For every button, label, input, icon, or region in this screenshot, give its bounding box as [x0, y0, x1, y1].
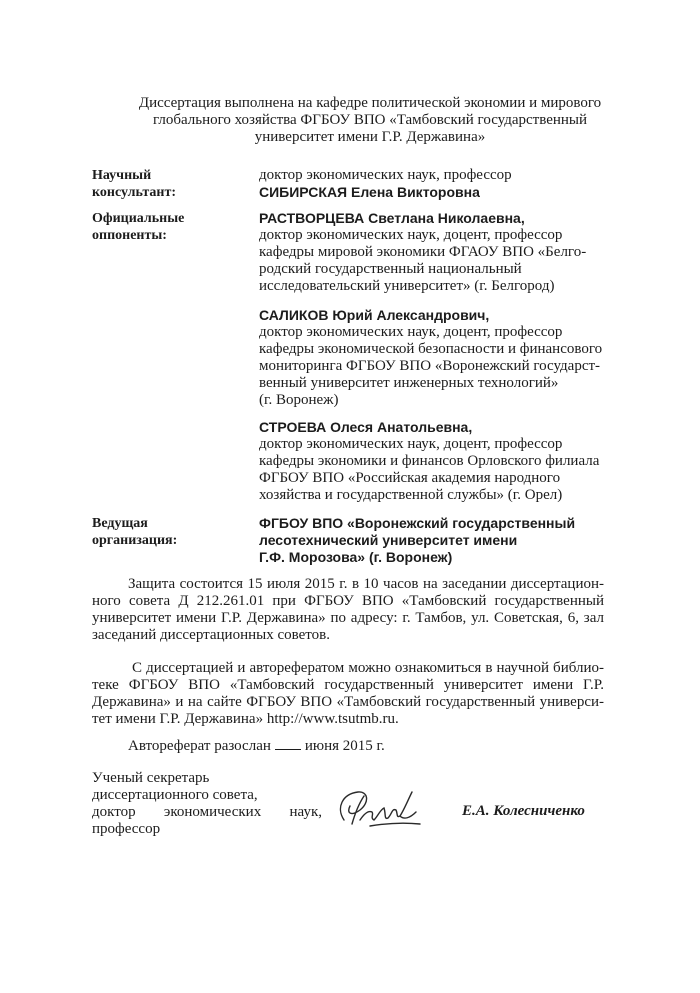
consultant-info: доктор экономических наук, профессор СИБИРСКАЯ Елена Викторовна — [259, 167, 619, 201]
opponent-entry: РАСТВОРЦЕВА Светлана Николаевна, доктор экономических наук, доцент, профессор кафедры мировой экономики ФГАОУ ВПО «Белго- родский государственный национальный исследовательский университет» (г. Белгород) — [259, 210, 619, 295]
date-blank — [275, 737, 301, 750]
intro-line: Диссертация выполнена на кафедре политической экономии и мирового — [138, 95, 602, 111]
secretary-block: Ученый секретарь диссертационного совета, доктор экономических наук, профессор — [92, 770, 322, 837]
intro-paragraph — [120, 95, 620, 146]
library-url-line: тет имени Г.Р. Державина» http://www.tsutmb.ru. — [92, 711, 399, 727]
opponents-label: Официальные оппоненты: — [92, 211, 185, 243]
consultant-label: Научный консультант: — [92, 168, 177, 200]
opponent-name: РАСТВОРЦЕВА Светлана Николаевна, — [259, 210, 525, 226]
opponent-name: СТРОЕВА Олеся Анатольевна, — [259, 419, 473, 435]
consultant-name: СИБИРСКАЯ Елена Викторовна — [259, 184, 480, 200]
library-paragraph: С диссертацией и авторефератом можно ознакомиться в научной библио- теке ФГБОУ ВПО «Тамбовский государственный университет имени Г.Р. Державина» и на сайте ФГБОУ ВПО «Тамбовский государственный универси- тет имени Г.Р. Державина» http://www.tsutmb.ru. — [92, 660, 604, 727]
leading-org-name: ФГБОУ ВПО «Воронежский государственный лесотехнический университет имени Г.Ф. Морозова» (г. Воронеж) — [259, 515, 576, 565]
signature-image — [330, 780, 430, 840]
opponent-entry: САЛИКОВ Юрий Александрович, доктор экономических наук, доцент, профессор кафедры экономической безопасности и финансового мониторинга ФГБОУ ВПО «Воронежский государст- венный университет инженерных технологий» (г. Воронеж) — [259, 307, 619, 409]
dispatch-line: Автореферат разослан июня 2015 г. — [128, 738, 385, 754]
secretary-name: Е.А. Колесниченко — [462, 803, 585, 819]
opponent-name: САЛИКОВ Юрий Александрович, — [259, 307, 490, 323]
intro-line: глобального хозяйства ФГБОУ ВПО «Тамбовский государственный — [152, 112, 588, 128]
intro-line: университет имени Г.Р. Державина» — [254, 129, 486, 145]
defense-paragraph: Защита состоится 15 июля 2015 г. в 10 часов на заседании диссертацион- ного совета Д 212.261.01 при ФГБОУ ВПО «Тамбовский государственный университет имени Г.Р. Державина» по адресу: г. Тамбов, ул. Советская, 6, зал заседаний диссертационных советов. — [92, 576, 604, 643]
opponent-entry: СТРОЕВА Олеся Анатольевна, доктор экономических наук, доцент, профессор кафедры экономики и финансов Орловского филиала ФГБОУ ВПО «Российская академия народного хозяйства и государственной службы» (г. Орел) — [259, 419, 619, 504]
leading-org-label: Ведущая организация: — [92, 516, 178, 548]
